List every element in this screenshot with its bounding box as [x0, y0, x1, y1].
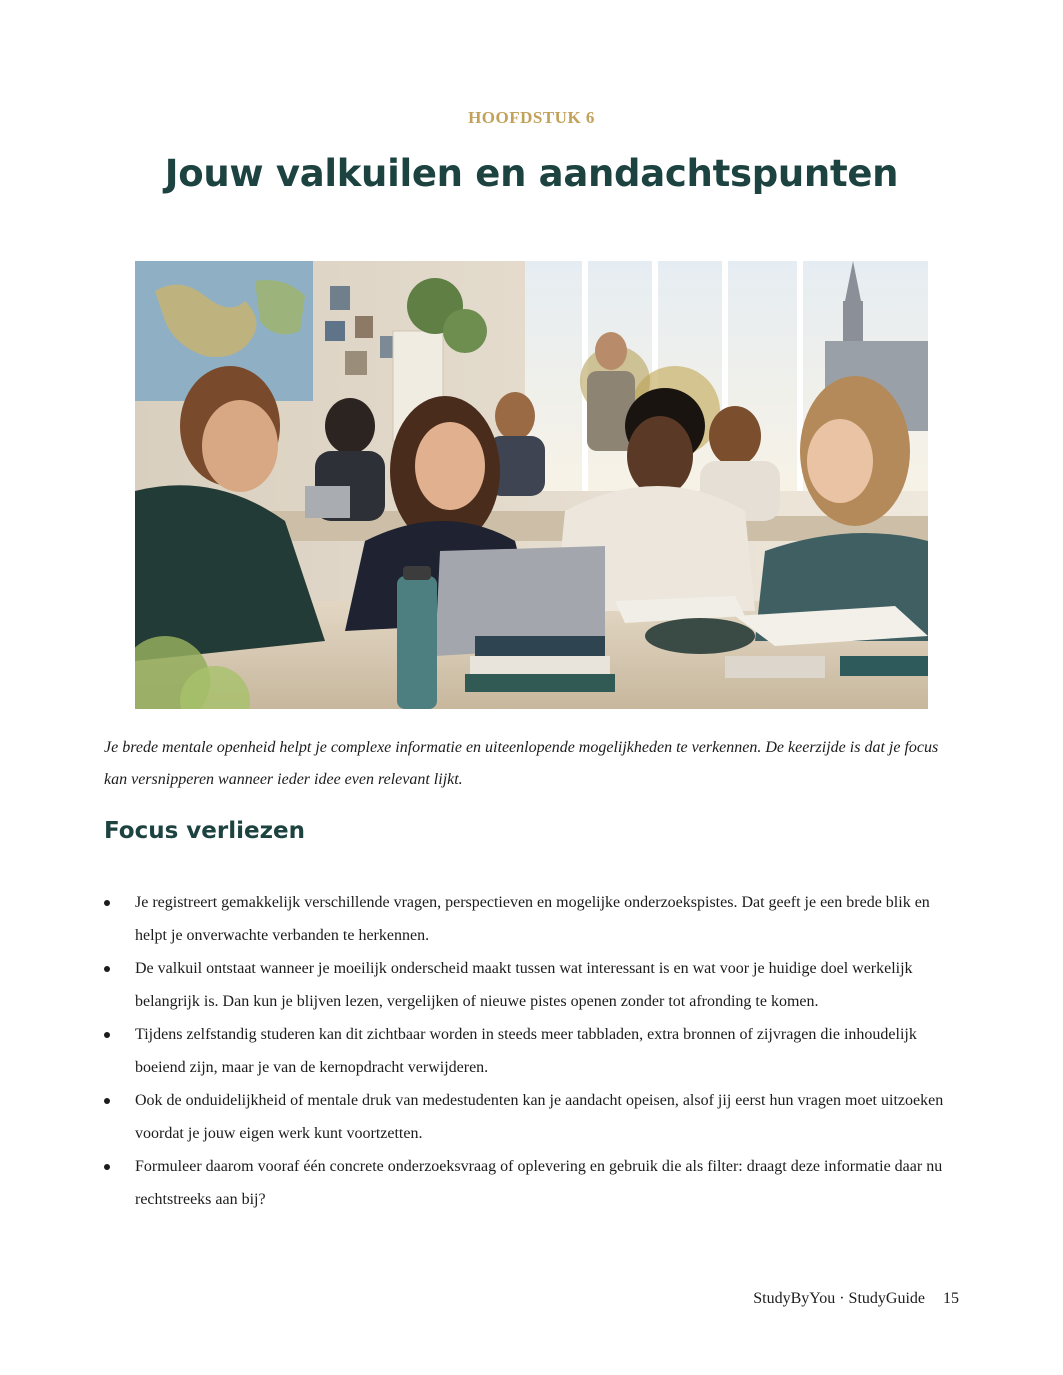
list-item — [104, 1018, 964, 1084]
bullet-icon — [104, 1032, 110, 1038]
bullet-list — [104, 886, 964, 1216]
page-number: 15 — [943, 1290, 959, 1307]
bullet-icon — [104, 1098, 110, 1104]
list-item-text: Ook de onduidelijkheid of mentale druk van medestudenten kan je aandacht opeisen, alsof jij eerst hun vragen moet uitzoeken voordat je jouw eigen werk kunt voortzetten. — [135, 1092, 944, 1142]
list-item-text: Formuleer daarom vooraf één concrete onderzoeksvraag of oplevering en gebruik die als filter: draagt deze informatie daar nu rechtstreeks aan bij? — [135, 1158, 943, 1208]
intro-paragraph: Je brede mentale openheid helpt je complexe informatie en uiteenlopende mogelijkheden te verkennen. De keerzijde is dat je focus kan versnipperen wanneer ieder idee even relevant lijkt. — [104, 739, 939, 788]
page-footer — [753, 1290, 959, 1308]
list-item-text: Je registreert gemakkelijk verschillende vragen, perspectieven en mogelijke onderzoekspistes. Dat geeft je een brede blik en helpt je onverwachte verbanden te herkennen. — [135, 894, 930, 944]
list-item-text: De valkuil ontstaat wanneer je moeilijk onderscheid maakt tussen wat interessant is en wat voor je huidige doel werkelijk belangrijk is. Dan kun je blijven lezen, vergelijken of nieuwe pistes openen zonder tot afronding te komen. — [135, 960, 913, 1010]
section-heading: Focus verliezen — [104, 818, 305, 844]
list-item — [104, 886, 964, 952]
bullet-icon — [104, 900, 110, 906]
bullet-icon — [104, 1164, 110, 1170]
bullet-icon — [104, 966, 110, 972]
footer-brand: StudyByYou · StudyGuide — [753, 1290, 925, 1307]
list-item — [104, 1150, 964, 1216]
chapter-title: Jouw valkuilen en aandachtspunten — [164, 152, 899, 195]
list-item-text: Tijdens zelfstandig studeren kan dit zichtbaar worden in steeds meer tabbladen, extra bronnen of zijvragen die inhoudelijk boeiend zijn, maar je van de kernopdracht verwijderen. — [135, 1026, 917, 1076]
list-item — [104, 1084, 964, 1150]
list-item — [104, 952, 964, 1018]
chapter-label: HOOFDSTUK 6 — [468, 108, 595, 127]
classroom-photo — [135, 261, 928, 709]
